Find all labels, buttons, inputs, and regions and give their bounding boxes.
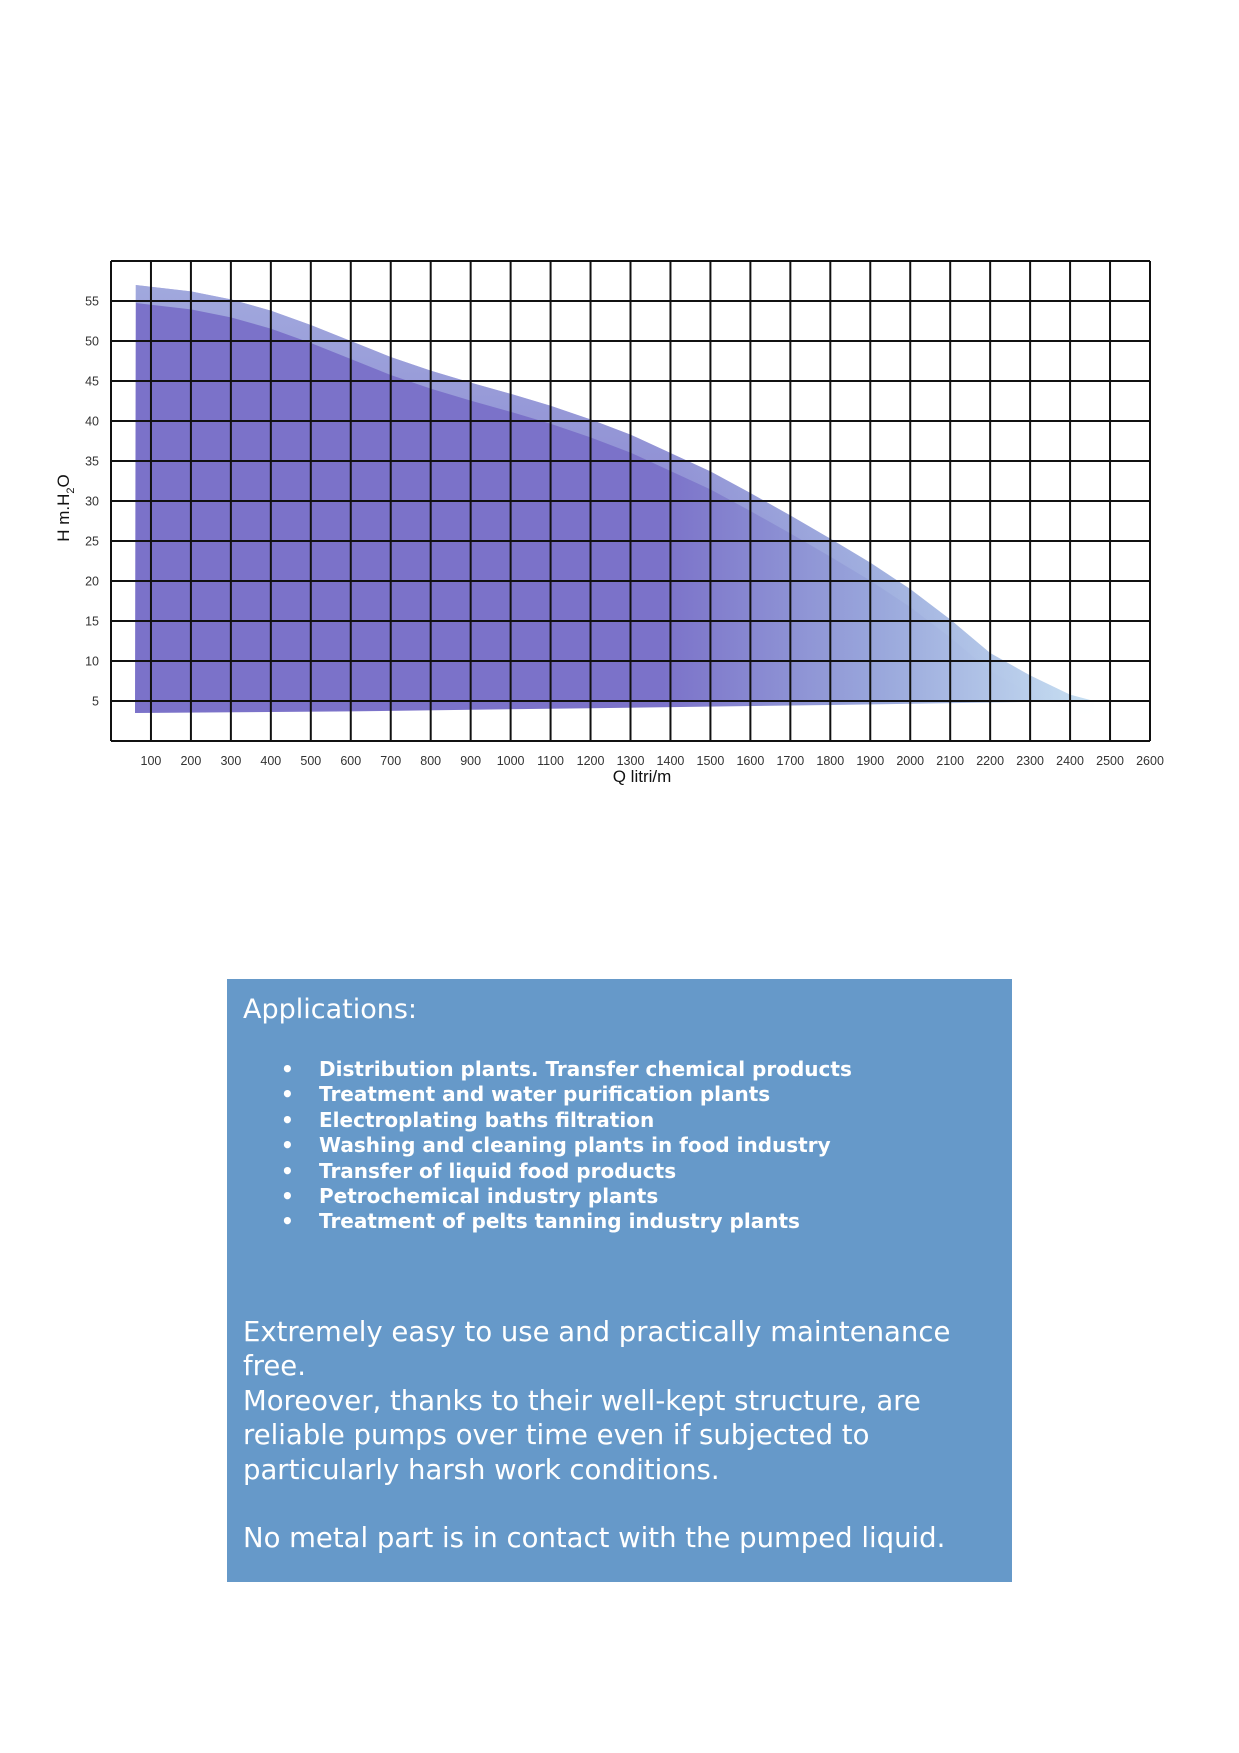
x-tick-label: 2400	[1056, 754, 1084, 768]
x-tick-label: 2600	[1136, 754, 1164, 768]
bullet-icon: •	[281, 1133, 294, 1158]
bullet-icon: •	[281, 1057, 294, 1081]
bullet-icon: •	[281, 1158, 294, 1183]
x-tick-label: 2100	[936, 754, 965, 768]
x-tick-label: 600	[340, 754, 362, 768]
y-tick-label: 35	[85, 454, 99, 469]
x-tick-label: 1300	[616, 754, 645, 768]
bullet-icon: •	[281, 1082, 294, 1107]
bullet-icon: •	[281, 1184, 294, 1209]
list-item: • Transfer of liquid food products	[281, 1158, 677, 1183]
x-tick-label: 400	[260, 754, 282, 768]
x-tick-label: 1500	[696, 754, 725, 768]
x-tick-label: 900	[460, 754, 482, 768]
y-tick-label: 20	[85, 574, 99, 589]
x-tick-label: 500	[300, 754, 322, 768]
list-item: • Petrochemical industry plants	[281, 1184, 659, 1209]
x-tick-label: 1700	[776, 754, 805, 768]
y-tick-label: 15	[85, 614, 99, 629]
y-tick-label: 50	[85, 334, 99, 349]
y-axis-label: H $m.H_2O$	[54, 474, 77, 542]
x-tick-label: 100	[140, 754, 162, 768]
bullet-icon: •	[281, 1209, 294, 1234]
x-tick-label: 2000	[896, 754, 925, 768]
x-tick-label: 2300	[1016, 754, 1045, 768]
applications-title: Applications:	[243, 994, 418, 1025]
x-tick-label: 2500	[1096, 754, 1124, 768]
x-tick-label: 1000	[496, 754, 525, 768]
list-item: • Distribution plants. Transfer chemical products	[281, 1057, 852, 1081]
x-tick-label: 2200	[976, 754, 1005, 768]
performance-chart-svg	[0, 0, 1239, 820]
applications-list	[243, 1057, 996, 1235]
description-reliability: Moreover, thanks to their well-kept structure, are reliable pumps over time even if subjected to particularly harsh work conditions.	[243, 1384, 921, 1486]
x-axis-label: Q litri/m	[612, 767, 672, 786]
y-tick-label: 10	[85, 654, 99, 669]
x-tick-label: 700	[380, 754, 402, 768]
x-tick-label: 1100	[537, 754, 565, 768]
x-tick-label: 800	[420, 754, 442, 768]
performance-chart	[0, 0, 1239, 820]
y-tick-label: 40	[85, 414, 99, 429]
y-tick-label: 5	[92, 694, 99, 709]
description-no-metal: No metal part is in contact with the pumped liquid.	[243, 1522, 946, 1555]
y-tick-label: 30	[85, 494, 99, 509]
y-tick-label: 25	[85, 534, 99, 549]
x-tick-label: 1600	[736, 754, 765, 768]
x-tick-label: 1400	[656, 754, 685, 768]
y-tick-label: 55	[85, 294, 99, 309]
bullet-icon: •	[281, 1107, 294, 1132]
list-item: • Electroplating baths filtration	[281, 1107, 655, 1132]
description-ease-of-use: Extremely easy to use and practically maintenance free.	[243, 1315, 951, 1383]
y-tick-label: 45	[85, 374, 99, 389]
list-item: • Treatment of pelts tanning industry plants	[281, 1209, 800, 1234]
x-tick-label: 200	[180, 754, 202, 768]
x-tick-label: 1900	[856, 754, 885, 768]
x-tick-label: 1800	[816, 754, 845, 768]
x-tick-label: 1200	[576, 754, 605, 768]
applications-box	[227, 979, 1012, 1582]
list-item: • Treatment and water purification plants	[281, 1082, 771, 1107]
list-item: • Washing and cleaning plants in food industry	[281, 1133, 831, 1158]
x-tick-label: 300	[220, 754, 242, 768]
